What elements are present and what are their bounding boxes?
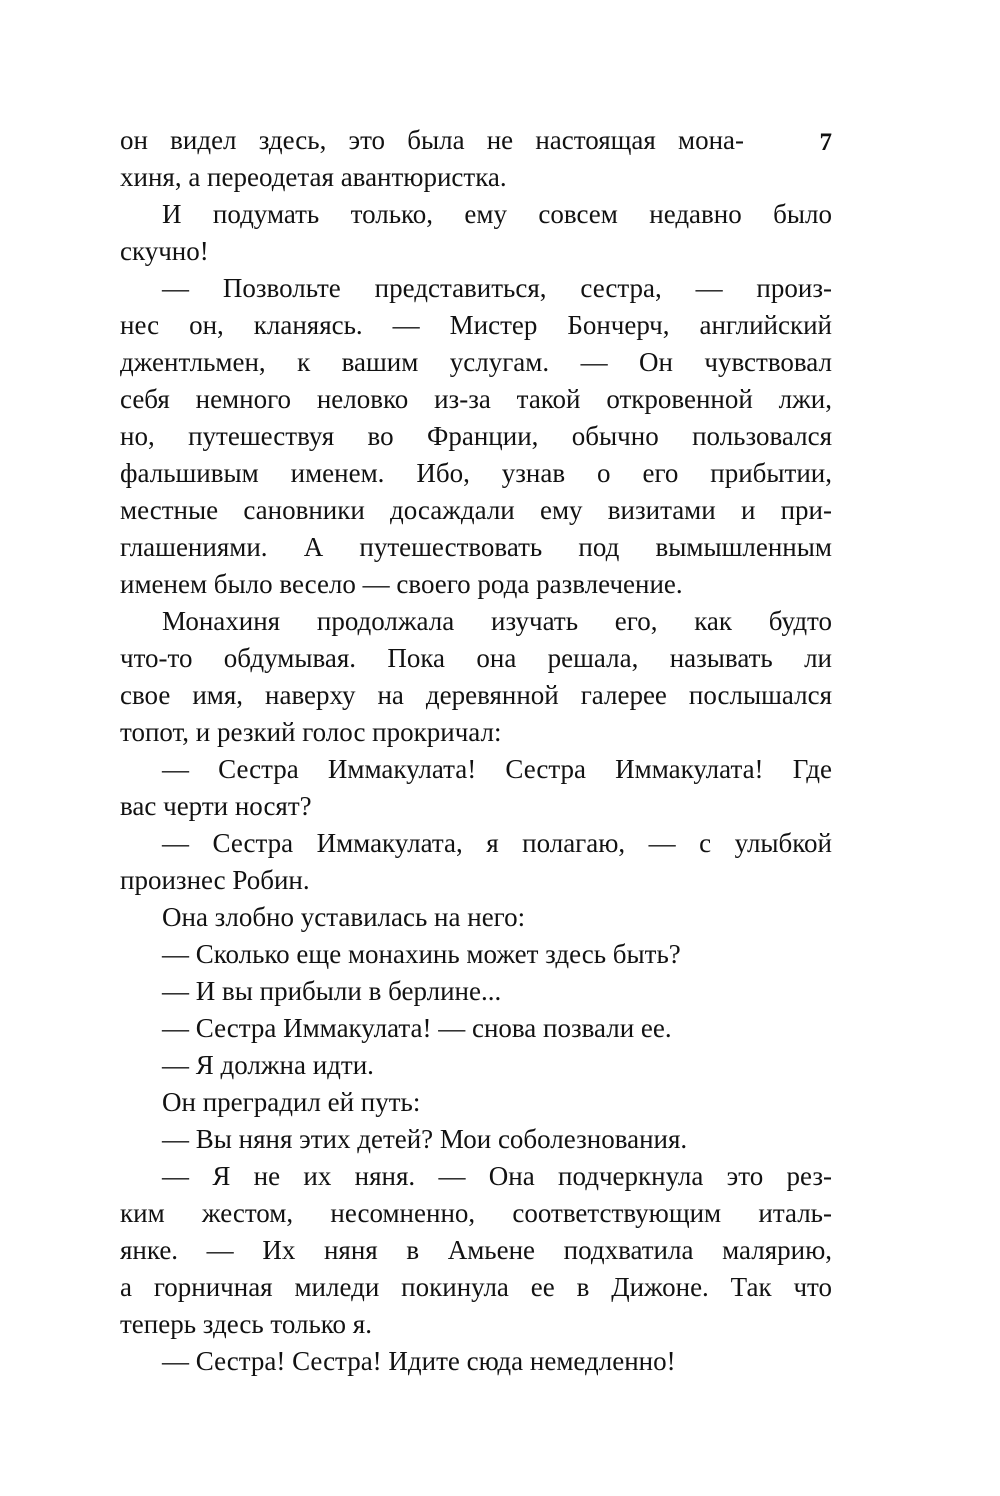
text-line: именем было весело — своего рода развлечение. — [120, 569, 683, 599]
text-line: — Вы няня этих детей? Мои соболезнования. — [162, 1124, 688, 1154]
text-line: ким жестом, несомненно, соответствующим италь- — [120, 1198, 832, 1228]
text-line: а горничная миледи покинула ее в Дижоне. Так что — [120, 1272, 832, 1302]
text-line: глашениями. А путешествовать под вымышленным — [120, 532, 832, 562]
text-line: нес он, кланяясь. — Мистер Бончерч, английский — [120, 310, 832, 340]
paragraph — [120, 936, 832, 973]
text-line: И подумать только, ему совсем недавно было — [162, 199, 832, 229]
text-line: он видел здесь, это была не настоящая мона- — [120, 125, 744, 155]
text-line: теперь здесь только я. — [120, 1309, 372, 1339]
text-line: — Сколько еще монахинь может здесь быть? — [162, 939, 681, 969]
text-line: топот, и резкий голос прокричал: — [120, 717, 502, 747]
text-line: Монахиня продолжала изучать его, как будто — [162, 606, 832, 636]
text-line: свое имя, наверху на деревянной галерее послышался — [120, 680, 832, 710]
text-line: джентльмен, к вашим услугам. — Он чувствовал — [120, 347, 832, 377]
text-line: себя немного неловко из-за такой откровенной лжи, — [120, 384, 832, 414]
text-block — [120, 122, 832, 1380]
text-line: — Сестра! Сестра! Идите сюда немедленно! — [162, 1346, 676, 1376]
text-line: — Позвольте представиться, сестра, — произ- — [162, 273, 832, 303]
text-line: хиня, а переодетая авантюристка. — [120, 162, 507, 192]
paragraph — [120, 1084, 832, 1121]
paragraph — [120, 1158, 832, 1343]
text-line: — И вы прибыли в берлине... — [162, 976, 502, 1006]
paragraph — [120, 270, 832, 603]
page-number: 7 — [819, 129, 832, 156]
paragraph — [120, 825, 832, 899]
paragraph — [120, 122, 832, 196]
text-line: фальшивым именем. Ибо, узнав о его прибытии, — [120, 458, 832, 488]
paragraph — [120, 1343, 832, 1380]
text-line: — Я должна идти. — [162, 1050, 374, 1080]
text-line: — Сестра Иммакулата! — снова позвали ее. — [162, 1013, 672, 1043]
paragraph — [120, 751, 832, 825]
paragraph — [120, 603, 832, 751]
paragraph — [120, 1047, 832, 1084]
text-line: местные сановники досаждали ему визитами и при- — [120, 495, 832, 525]
paragraph — [120, 973, 832, 1010]
text-line: янке. — Их няня в Амьене подхватила малярию, — [120, 1235, 832, 1265]
text-line: произнес Робин. — [120, 865, 310, 895]
paragraph — [120, 196, 832, 270]
text-line: Он преградил ей путь: — [162, 1087, 421, 1117]
paragraph — [120, 1010, 832, 1047]
text-line: Она злобно уставилась на него: — [162, 902, 526, 932]
text-line: — Сестра Иммакулата, я полагаю, — с улыбкой — [162, 828, 832, 858]
text-line: — Сестра Иммакулата! Сестра Иммакулата! Где — [162, 754, 832, 784]
text-line: что-то обдумывая. Пока она решала, называть ли — [120, 643, 832, 673]
text-line: — Я не их няня. — Она подчеркнула это рез- — [162, 1161, 832, 1191]
text-line: вас черти носят? — [120, 791, 312, 821]
paragraph — [120, 1121, 832, 1158]
text-line: но, путешествуя во Франции, обычно пользовался — [120, 421, 832, 451]
paragraph — [120, 899, 832, 936]
text-line: скучно! — [120, 236, 209, 266]
